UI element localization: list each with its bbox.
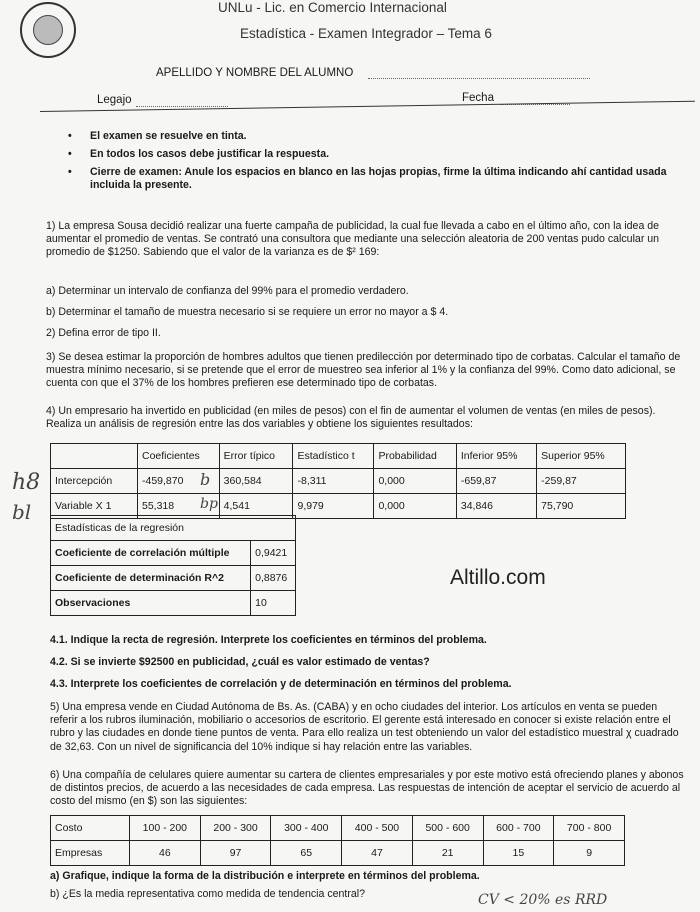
- handwritten-note: bl: [12, 500, 32, 524]
- handwritten-note: b: [200, 470, 211, 489]
- table-cell: 600 - 700: [483, 816, 554, 841]
- table-cell: 97: [200, 841, 271, 866]
- regression-stats-table: [50, 515, 296, 616]
- table-cell: 700 - 800: [554, 816, 625, 841]
- table-cell: Estadístico t: [293, 444, 374, 469]
- table-cell: Intercepción: [51, 469, 138, 494]
- frequency-table: [50, 815, 625, 866]
- question-6: 6) Una compañía de celulares quiere aumentar su cartera de clientes empresariales y por este motivo está ofreciendo planes y abonos de distintos precios, de acuerdo a las necesidades de cada empresa. Las respuestas de intención de aceptar el servicio de acuerdo al costo del mismo (en $) son las siguientes:: [50, 769, 684, 808]
- table-row: [51, 591, 296, 616]
- question-3: 3) Se desea estimar la proporción de hombres adultos que tienen predilección por determinado tipo de corbatas. Calcular el tamaño de muestra mínimo necesario, si se pretende que el error de muestreo sea inferior al 1% y la confianza del 99%. Como dato adicional, se cuenta con que el 37% de los hombres prefieren ese determinado tipo de corbatas.: [46, 351, 681, 390]
- name-blank: [368, 78, 590, 79]
- table-row: [51, 516, 296, 541]
- table-cell: 0,9421: [251, 541, 296, 566]
- table-cell: 55,318: [138, 494, 220, 519]
- instruction-item: En todos los casos debe justificar la respuesta.: [90, 148, 330, 160]
- table-cell: Observaciones: [51, 591, 251, 616]
- table-row: [51, 469, 626, 494]
- question-4: 4) Un empresario ha invertido en publicidad (en miles de pesos) con el fin de aumentar el volumen de ventas (en miles de pesos). Realiza un análisis de regresión entre las dos variables y obtiene los siguientes resultados:: [46, 405, 656, 431]
- table-cell: Probabilidad: [374, 444, 456, 469]
- question-6b: b) ¿Es la media representativa como medida de tendencia central?: [50, 888, 366, 900]
- table-cell: Estadísticas de la regresión: [51, 516, 296, 541]
- table-cell: 9: [554, 841, 625, 866]
- instruction-item: El examen se resuelve en tinta.: [90, 130, 247, 142]
- table-cell: 65: [271, 841, 342, 866]
- question-4-2: 4.2. Si se invierte $92500 en publicidad, ¿cuál es valor estimado de ventas?: [50, 656, 430, 668]
- question-5: 5) Una empresa vende en Ciudad Autónoma de Bs. As. (CABA) y en ocho ciudades del interior. Los artículos en venta se pueden referir a los rubros iluminación, mobiliario o accesorios de escritorio. El gerente está interesado en conocer si existe relación entre el rubro y las ciudades en donde tiene puntos de venta. Para ello realiza un test obteniendo un valor del estadístico muestral χ cuadrado de 32,63. Con un nivel de significancia del 10% indique si hay relación entre las variables.: [50, 701, 679, 753]
- table-cell: Variable X 1: [51, 494, 138, 519]
- table-cell: 34,846: [456, 494, 536, 519]
- table-cell: -8,311: [293, 469, 374, 494]
- table-cell: 500 - 600: [412, 816, 483, 841]
- handwritten-note: h8: [12, 470, 41, 495]
- table-cell: 300 - 400: [271, 816, 342, 841]
- fecha-label: Fecha: [462, 92, 494, 104]
- table-cell: 400 - 500: [342, 816, 413, 841]
- table-cell: -459,870: [138, 469, 220, 494]
- table-cell: 75,790: [537, 494, 626, 519]
- table-cell: 15: [483, 841, 554, 866]
- table-cell: -659,87: [456, 469, 536, 494]
- header-institution: UNLu - Lic. en Comercio Internacional: [218, 0, 447, 15]
- table-cell: 0,000: [374, 494, 456, 519]
- handwritten-note: CV < 20% es RRD: [478, 892, 608, 908]
- header-exam-title: Estadística - Examen Integrador – Tema 6: [240, 26, 492, 41]
- table-cell: Coeficiente de determinación R^2: [51, 566, 251, 591]
- table-cell: 9,979: [293, 494, 374, 519]
- legajo-label: Legajo: [97, 94, 132, 106]
- question-1: 1) La empresa Sousa decidió realizar una fuerte campaña de publicidad, la cual fue llevada a cabo en el último año, con la idea de aumentar el promedio de ventas. Se contrató una consultora que mediante una selección aleatoria de 200 ventas pudo calcular un promedio de $1250. Sabiendo que el valor de la varianza es de $² 169:: [46, 220, 660, 259]
- table-cell: Coeficiente de correlación múltiple: [51, 541, 251, 566]
- question-1a: a) Determinar un intervalo de confianza del 99% para el promedio verdadero.: [46, 285, 409, 297]
- table-cell: Empresas: [51, 841, 130, 866]
- table-cell: Costo: [51, 816, 130, 841]
- question-2: 2) Defina error de tipo II.: [46, 327, 161, 339]
- table-cell: 4,541: [219, 494, 293, 519]
- table-cell: 46: [130, 841, 201, 866]
- table-cell: 0,000: [374, 469, 456, 494]
- handwritten-note: bp: [200, 496, 218, 512]
- table-row: [51, 841, 625, 866]
- table-cell: 100 - 200: [130, 816, 201, 841]
- instruction-item: •: [68, 148, 72, 160]
- table-cell: [51, 444, 138, 469]
- legajo-blank: [136, 106, 228, 107]
- table-cell: Superior 95%: [537, 444, 626, 469]
- university-seal: [20, 2, 76, 58]
- table-cell: Error típico: [219, 444, 293, 469]
- instruction-item: Cierre de examen: Anule los espacios en blanco en las hojas propias, firme la última indicando ahí cantidad usada incluida la presente.: [90, 166, 667, 192]
- table-cell: 10: [251, 591, 296, 616]
- table-row: [51, 444, 626, 469]
- table-row: [51, 566, 296, 591]
- watermark: Altillo.com: [450, 566, 546, 589]
- name-label: APELLIDO Y NOMBRE DEL ALUMNO: [156, 67, 354, 79]
- table-cell: -259,87: [537, 469, 626, 494]
- table-cell: 47: [342, 841, 413, 866]
- table-cell: 21: [412, 841, 483, 866]
- question-4-1: 4.1. Indique la recta de regresión. Interprete los coeficientes en términos del problema.: [50, 634, 487, 646]
- table-cell: Inferior 95%: [456, 444, 536, 469]
- table-row: [51, 541, 296, 566]
- table-row: [51, 816, 625, 841]
- table-cell: Coeficientes: [138, 444, 220, 469]
- question-4-3: 4.3. Interprete los coeficientes de correlación y de determinación en términos del problema.: [50, 678, 512, 690]
- regression-table: [50, 443, 626, 519]
- table-cell: 360,584: [219, 469, 293, 494]
- table-cell: 200 - 300: [200, 816, 271, 841]
- instruction-item: •: [68, 130, 72, 142]
- seal-emblem-icon: [33, 15, 63, 45]
- question-1b: b) Determinar el tamaño de muestra necesario si se requiere un error no mayor a $ 4.: [46, 306, 449, 318]
- question-6a: a) Grafique, indique la forma de la distribución e interprete en términos del problema.: [50, 870, 480, 882]
- table-cell: 0,8876: [251, 566, 296, 591]
- instruction-item: •: [68, 166, 72, 178]
